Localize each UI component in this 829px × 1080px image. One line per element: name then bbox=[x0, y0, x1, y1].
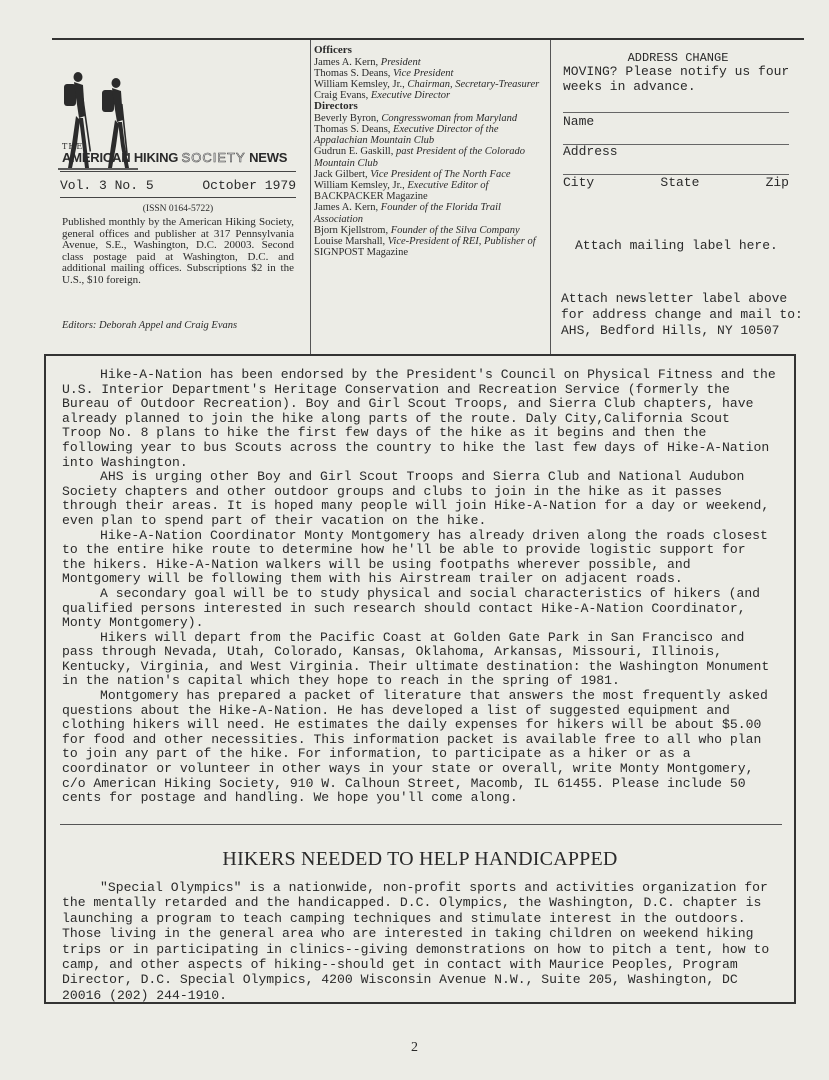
article-paragraph: AHS is urging other Boy and Girl Scout Troops and Sierra Club and National Audubon Society chapters and other outdoor groups and clubs to join in the hike as it passes through their areas. It is hoped many people will join Hike-A-Nation for a day or weekend, even plan to spend part of their vacation on the hike. bbox=[62, 469, 770, 528]
officer-name: William Kemsley, Jr., bbox=[314, 78, 408, 90]
director-title: past President of the Colorado Mountain Club bbox=[314, 146, 526, 169]
mailing-label-area: Attach mailing label here. bbox=[575, 238, 778, 253]
city-state-zip bbox=[563, 175, 789, 190]
issue-date: October 1979 bbox=[202, 178, 296, 193]
director-title: Founder of the Florida Trail Association bbox=[314, 202, 501, 225]
page-number: 2 bbox=[411, 1040, 418, 1055]
director-name: Jack Gilbert, bbox=[314, 168, 371, 180]
director-name: Thomas S. Deans, bbox=[314, 124, 394, 136]
editors-credit: Editors: Deborah Appel and Craig Evans bbox=[62, 320, 238, 331]
issue-divider bbox=[60, 197, 296, 198]
director-title: Executive Director of the Appalachian Mountain Club bbox=[314, 124, 499, 147]
issn: (ISSN 0164-5722) bbox=[142, 204, 214, 214]
director-entry bbox=[314, 225, 550, 236]
volume-number: Vol. 3 No. 5 bbox=[60, 178, 154, 193]
officer-entry bbox=[314, 57, 550, 68]
special-olympics-article bbox=[62, 880, 776, 1003]
officer-title: Vice President bbox=[393, 67, 454, 79]
director-entry bbox=[314, 180, 550, 202]
publication-info: Published monthly by the American Hiking Society, general offices and publisher at 317 Pennsylvania Avenue, S.E., Washington, D.C. 20003. Second class postage paid at Washington, D.C. and additional mailing offices. Subscriptions $2 in the U.S., $10 foreign. bbox=[62, 216, 294, 286]
officers-heading: Officers bbox=[314, 44, 352, 56]
officer-entry bbox=[314, 68, 550, 79]
article-title: HIKERS NEEDED TO HELP HANDICAPPED bbox=[222, 848, 618, 870]
director-name: Beverly Byron, bbox=[314, 112, 382, 124]
director-entry bbox=[314, 236, 550, 258]
instructions-line: AHS, Bedford Hills, NY 10507 bbox=[561, 323, 780, 338]
director-title: Executive Editor of bbox=[407, 180, 489, 192]
newsletter-label-instructions bbox=[561, 291, 805, 339]
logo-society: SOCIETY bbox=[181, 150, 246, 165]
director-title: Congresswoman from Maryland bbox=[381, 112, 518, 124]
article-paragraph: "Special Olympics" is a nationwide, non-profit sports and activities organization for the mentally retarded and the handicapped. D.C. Olympics, the Washington, D.C. chapter is launching a program to teach camping techniques and stimulate interest in the outdoors. Those living in the general area who are interested in taking children on weekend hiking trips or in participating in clinics--giving demonstrations on how to pitch a tent, how to camp, and other aspects of hiking--should get in contact with Maurice Peoples, Program Director, D.C. Special Olympics, 4200 Wisconsin Avenue N.W., Suite 205, Washington, DC 20016 (202) 244-1910. bbox=[62, 880, 770, 1003]
article-paragraph: Montgomery has prepared a packet of literature that answers the most frequently asked questions about the Hike-A-Nation. He has developed a list of suggested equipment and clothing hikers will need. He estimates the daily expenses for hikers will be about $5.00 for food and other necessities. This information packet is available free to all who plan to join any part of the hike. For information, to participate as a hiker or as a coordinator or volunteer in other ways in your state or overall, write Monty Montgomery, c/o American Hiking Society, 910 W. Calhoun Street, Macomb, IL 61455. Please include 50 cents for postage and handling. We hope you'll come along. bbox=[62, 688, 768, 806]
director-title: Founder of the Silva Company bbox=[390, 224, 520, 236]
director-name: Bjorn Kjellstrom, bbox=[314, 224, 391, 236]
directors-heading: Directors bbox=[314, 100, 358, 113]
director-extra: BACKPACKER Magazine bbox=[314, 191, 428, 203]
article-box bbox=[44, 354, 796, 1004]
instructions-line: Attach newsletter label above bbox=[561, 291, 788, 306]
article-divider bbox=[60, 824, 782, 825]
masthead-logo-column bbox=[52, 40, 304, 356]
officers-directors-column bbox=[310, 40, 550, 356]
address-change-form bbox=[550, 40, 805, 356]
masthead bbox=[52, 38, 804, 356]
logo-divider bbox=[60, 171, 296, 172]
city-label: City bbox=[563, 175, 595, 190]
officer-name: James A. Kern, bbox=[314, 56, 381, 68]
director-title: Vice President of The North Face bbox=[370, 168, 511, 180]
officer-title: President bbox=[380, 56, 421, 68]
address-change-heading: ADDRESS CHANGE bbox=[627, 51, 729, 65]
zip-label: Zip bbox=[765, 175, 789, 190]
article-paragraph: A secondary goal will be to study physical and social characteristics of hikers (and qualified persons interested in such research should contact Hike-A-Nation Coordinator, Monty Montgomery). bbox=[62, 585, 761, 631]
director-entry bbox=[314, 146, 550, 168]
officer-name: Thomas S. Deans, bbox=[314, 67, 394, 79]
issue-line bbox=[60, 178, 296, 193]
logo-american-hiking: AMERICAN HIKING bbox=[62, 150, 182, 165]
article-paragraph: Hike-A-Nation Coordinator Monty Montgomery has already driven along the roads closest to the entire hike route to determine how he'll be able to provide logistic support for the hikers. Hike-A-Nation walkers will be using footpaths wherever possible, and Montgomery will be following them with his Airstream trailer on adjacent roads. bbox=[62, 527, 768, 587]
director-entry bbox=[314, 202, 550, 224]
officer-title: Executive Director bbox=[370, 90, 451, 102]
article-paragraph: Hike-A-Nation has been endorsed by the President's Council on Physical Fitness and the U.S. Interior Department's Heritage Conservation and Recreation Service (formerly the Bureau of Outdoor Recreation). Boy and Girl Scout Troops, and Sierra Club chapters, have already planned to join the hike along parts of the route. Daly City,California Scout Troop No. 8 plans to hike the first few days of the hike as it begins and then the following year to bus Scouts across the country to hike the last few days of Hike-A-Nation into Washington. bbox=[62, 367, 776, 470]
director-name: Gudrun E. Gaskill, bbox=[314, 146, 396, 158]
director-name: James A. Kern, bbox=[314, 202, 381, 214]
director-name: Louise Marshall, bbox=[314, 236, 388, 248]
logo-the: THE bbox=[62, 142, 84, 151]
name-label: Name bbox=[563, 114, 595, 129]
director-extra: SIGNPOST Magazine bbox=[314, 247, 409, 259]
article-paragraph: Hikers will depart from the Pacific Coast at Golden Gate Park in San Francisco and pass through Nevada, Utah, Colorado, Kansas, Oklahoma, Arkansas, Missouri, Illinois, Kentucky, Virginia, and West Virginia. Their ultimate destination: the Washington Monument in the nation's capital which they hope to reach in the spring of 1981. bbox=[62, 629, 770, 689]
director-entry bbox=[314, 124, 550, 146]
instructions-line: for address change and mail to: bbox=[561, 307, 803, 322]
moving-notice: MOVING? Please notify us four weeks in advance. bbox=[563, 64, 790, 94]
director-entry bbox=[314, 113, 550, 124]
officer-name: Craig Evans, bbox=[314, 90, 371, 102]
address-label: Address bbox=[563, 144, 618, 159]
state-label: State bbox=[660, 175, 700, 190]
newsletter-title bbox=[62, 150, 287, 165]
hike-a-nation-article bbox=[62, 368, 776, 806]
director-entry bbox=[314, 169, 550, 180]
director-title: Vice-President of REI, Publisher of bbox=[387, 236, 536, 248]
logo-news: NEWS bbox=[245, 150, 288, 165]
officer-title: Chairman, Secretary-Treasurer bbox=[407, 78, 540, 90]
director-name: William Kemsley, Jr., bbox=[314, 180, 408, 192]
notice-divider bbox=[563, 112, 789, 113]
officer-entry bbox=[314, 79, 550, 90]
